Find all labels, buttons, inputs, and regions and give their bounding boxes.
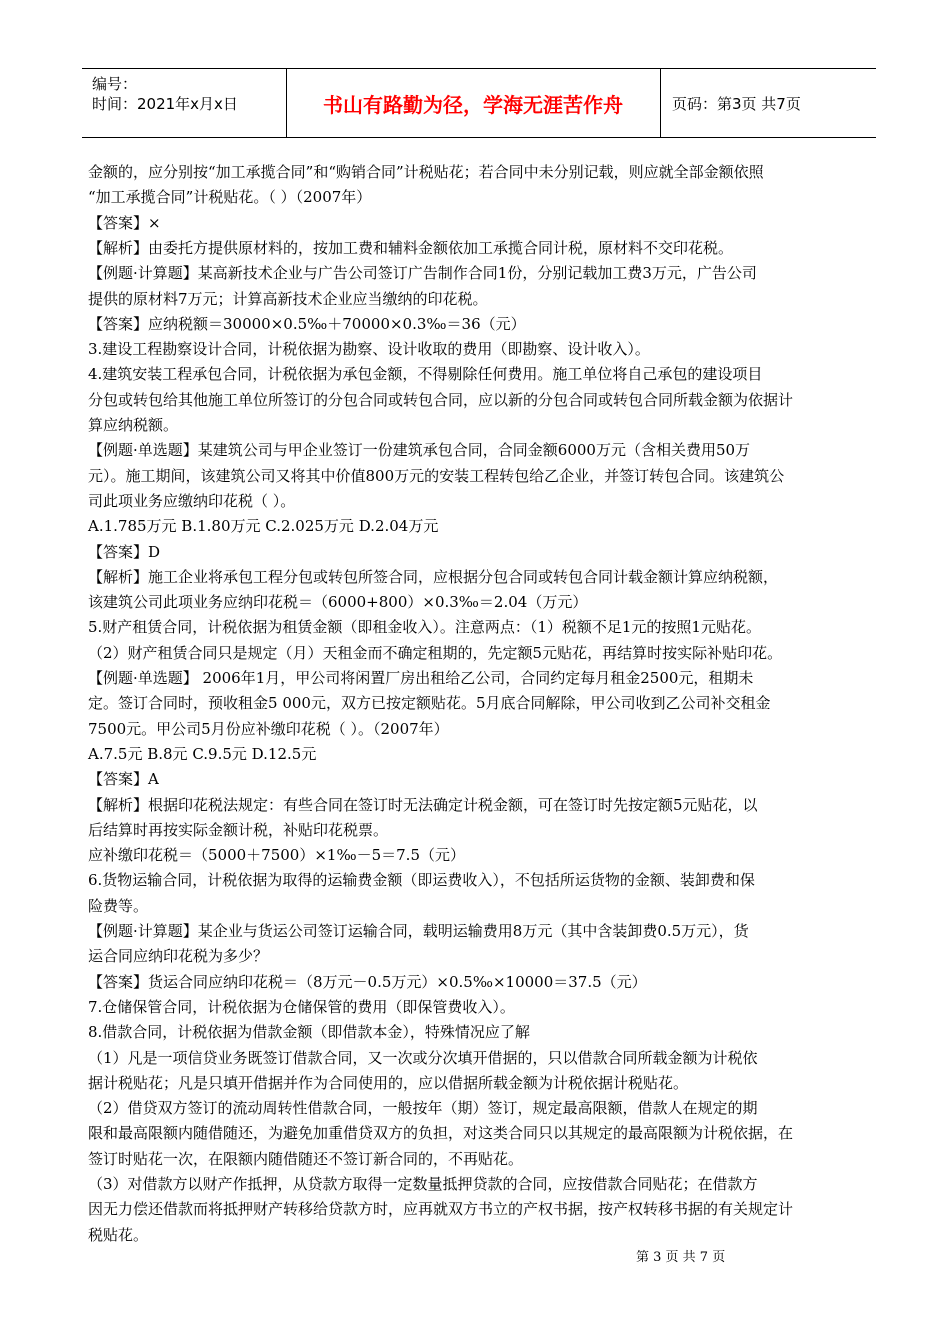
text-line: 限和最高限额内随借随还，为避免加重借贷双方的负担，对这类合同只以其规定的最高限额为计税依据，在	[88, 1124, 794, 1143]
text-line: 3.建设工程勘察设计合同，计税依据为勘察、设计收取的费用（即勘察、设计收入）。	[88, 340, 650, 359]
text-line: （1）凡是一项信贷业务既签订借款合同，又一次或分次填开借据的，只以借款合同所载金额为计税依	[88, 1048, 758, 1067]
text-line: 后结算时再按实际金额计税，补贴印花税票。	[88, 820, 389, 839]
text-line: 元）。施工期间，该建筑公司又将其中价值800万元的安装工程转包给乙企业，并签订转包合同。该建筑公	[88, 466, 785, 485]
text-line: 定。签订合同时，预收租金5 000元，双方已按定额贴花。5月底合同解除，甲公司收到乙公司补交租金	[88, 694, 771, 713]
text-line: 【答案】应纳税额＝30000×0.5‰＋70000×0.3‰＝36（元）	[88, 314, 526, 333]
header-info-cell	[82, 69, 287, 137]
text-line: 司此项业务应缴纳印花税（ ）。	[88, 491, 296, 510]
text-line: 因无力偿还借款而将抵押财产转移给贷款方时，应再就双方书立的产权书据，按产权转移书据的有关规定计	[88, 1200, 794, 1219]
text-line: 分包或转包给其他施工单位所签订的分包合同或转包合同，应以新的分包合同或转包合同所载金额为依据计	[88, 390, 794, 409]
text-line: 7.仓储保管合同，计税依据为仓储保管的费用（即保管费收入）。	[88, 997, 515, 1016]
text-line: （2）财产租赁合同只是规定（月）天租金而不确定租期的，先定额5元贴花，再结算时按实际补贴印花。	[88, 643, 783, 662]
text-line: 算应纳税额。	[88, 416, 179, 434]
code-label: 编号：	[92, 75, 138, 93]
text-line: 金额的，应分别按“加工承揽合同”和“购销合同”计税贴花；若合同中未分别记载，则应就全部金额依照	[88, 163, 764, 181]
motto: 书山有路勤为径，学海无涯苦作舟	[286, 69, 661, 137]
text-line: 税贴花。	[88, 1225, 149, 1244]
text-line: 7500元。甲公司5月份应补缴印花税（ ）。（2007年）	[88, 719, 449, 738]
text-line: 【例题·单选题】某建筑公司与甲企业签订一份建筑承包合同，合同金额6000万元（含相关费用50万	[88, 441, 751, 460]
text-line: 【答案】×	[88, 213, 161, 232]
text-line: “加工承揽合同”计税贴花。（ ）（2007年）	[88, 188, 372, 207]
text-line: 应补缴印花税＝（5000＋7500）×1‰－5＝7.5（元）	[88, 846, 465, 865]
text-line: 【解析】施工企业将承包工程分包或转包所签合同，应根据分包合同或转包合同计载金额计算应纳税额，	[88, 567, 779, 586]
text-line: 4.建筑安装工程承包合同，计税依据为承包金额，不得剔除任何费用。施工单位将自己承包的建设项目	[88, 365, 763, 384]
text-line: 据计税贴花；凡是只填开借据并作为合同使用的，应以借据所载金额为计税依据计税贴花。	[88, 1073, 689, 1092]
time-label: 时间：2021年x月x日	[92, 95, 238, 113]
page-number-cell	[660, 69, 876, 137]
text-line: 6.货物运输合同，计税依据为取得的运输费金额（即运费收入），不包括所运货物的金额、装卸费和保	[88, 871, 755, 890]
text-line: 【答案】货运合同应纳印花税＝（8万元－0.5万元）×0.5‰×10000＝37.5（元）	[88, 972, 647, 991]
text-line: 【解析】由委托方提供原材料的，按加工费和辅料金额依加工承揽合同计税，原材料不交印花税。	[88, 238, 734, 257]
text-line: 运合同应纳印花税为多少？	[88, 947, 269, 966]
text-line: 【解析】根据印花税法规定：有些合同在签订时无法确定计税金额，可在签订时先按定额5元贴花，以	[88, 795, 758, 814]
text-line: 【答案】D	[88, 542, 161, 561]
text-line: 【例题·计算题】某企业与货运公司签订运输合同，载明运输费用8万元（其中含装卸费0.5万元），货	[88, 922, 749, 940]
text-line: （2）借贷双方签订的流动周转性借款合同，一般按年（期）签订，规定最高限额，借款人在规定的期	[88, 1099, 758, 1118]
page-label: 页码：第3页 共7页	[672, 94, 801, 113]
page-header	[82, 68, 876, 138]
text-line: A.7.5元 B.8元 C.9.5元 D.12.5元	[88, 744, 317, 763]
text-line: 5.财产租赁合同，计税依据为租赁金额（即租金收入）。注意两点：（1）税额不足1元的按照1元贴花。	[88, 618, 761, 637]
text-line: 【例题·单选题】 2006年1月，甲公司将闲置厂房出租给乙公司，合同约定每月租金2500元，租期未	[88, 669, 754, 687]
text-line: 签订时贴花一次，在限额内随借随还不签订新合同的，不再贴花。	[88, 1149, 524, 1168]
text-line: （3）对借款方以财产作抵押，从贷款方取得一定数量抵押贷款的合同，应按借款合同贴花；在借款方	[88, 1175, 758, 1193]
text-line: 该建筑公司此项业务应纳印花税＝（6000+800）×0.3‰＝2.04（万元）	[88, 593, 588, 612]
text-line: A.1.785万元 B.1.80万元 C.2.025万元 D.2.04万元	[88, 517, 439, 536]
text-line: 【例题·计算题】某高新技术企业与广告公司签订广告制作合同1份，分别记载加工费3万元，广告公司	[88, 264, 757, 283]
text-line: 8.借款合同，计税依据为借款金额（即借款本金），特殊情况应了解	[88, 1023, 530, 1042]
text-line: 险费等。	[88, 896, 149, 915]
page-footer: 第 3 页 共 7 页	[636, 1250, 726, 1265]
text-line: 【答案】A	[88, 770, 159, 789]
text-line: 提供的原材料7万元；计算高新技术企业应当缴纳的印花税。	[88, 289, 488, 308]
